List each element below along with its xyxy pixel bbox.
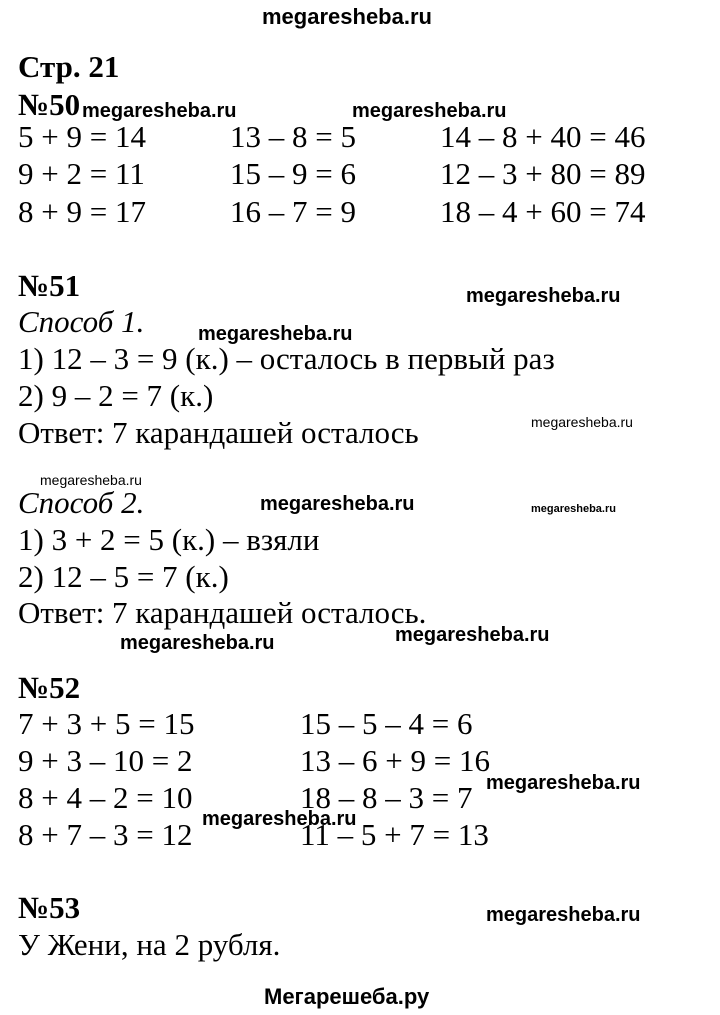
equation: 11 – 5 + 7 = 13 (300, 817, 489, 852)
answer-line: Ответ: 7 карандашей осталось (18, 415, 419, 450)
watermark: megaresheba.ru (40, 472, 142, 488)
solution-line: 2) 9 – 2 = 7 (к.) (18, 378, 214, 413)
exercise-51-title: №51 (18, 268, 81, 303)
equation: 18 – 8 – 3 = 7 (300, 780, 473, 815)
watermark: megaresheba.ru (82, 100, 237, 122)
solution-line: 2) 12 – 5 = 7 (к.) (18, 559, 229, 594)
watermark: megaresheba.ru (202, 808, 357, 830)
equation: 15 – 9 = 6 (230, 156, 356, 191)
equation: 13 – 8 = 5 (230, 119, 356, 154)
equation: 14 – 8 + 40 = 46 (440, 119, 646, 154)
watermark: megaresheba.ru (531, 503, 616, 515)
exercise-52-title: №52 (18, 670, 81, 705)
method-2-label: Способ 2. (18, 485, 145, 520)
method-1-label: Способ 1. (18, 304, 145, 339)
equation: 9 + 3 – 10 = 2 (18, 743, 193, 778)
watermark: megaresheba.ru (352, 100, 507, 122)
watermark: megaresheba.ru (120, 632, 275, 654)
watermark: megaresheba.ru (466, 285, 621, 307)
equation: 13 – 6 + 9 = 16 (300, 743, 490, 778)
watermark: megaresheba.ru (198, 323, 353, 345)
watermark: megaresheba.ru (531, 414, 633, 430)
equation: 15 – 5 – 4 = 6 (300, 706, 473, 741)
equation: 9 + 2 = 11 (18, 156, 145, 191)
equation: 7 + 3 + 5 = 15 (18, 706, 195, 741)
watermark: megaresheba.ru (486, 904, 641, 926)
answer-line: Ответ: 7 карандашей осталось. (18, 595, 427, 630)
equation: 8 + 4 – 2 = 10 (18, 780, 193, 815)
watermark: megaresheba.ru (260, 493, 415, 515)
exercise-53-title: №53 (18, 890, 81, 925)
solution-line: 1) 12 – 3 = 9 (к.) – осталось в первый раз (18, 341, 555, 376)
page-label: Стр. 21 (18, 49, 120, 84)
watermark: megaresheba.ru (395, 624, 550, 646)
exercise-50-title: №50 (18, 87, 81, 122)
solution-line: 1) 3 + 2 = 5 (к.) – взяли (18, 522, 320, 557)
equation: 12 – 3 + 80 = 89 (440, 156, 646, 191)
site-footer: Мегарешеба.ру (264, 984, 430, 1009)
equation: 5 + 9 = 14 (18, 119, 146, 154)
site-header: megaresheba.ru (262, 4, 432, 29)
equation: 8 + 7 – 3 = 12 (18, 817, 193, 852)
answer-line: У Жени, на 2 рубля. (18, 927, 281, 962)
equation: 18 – 4 + 60 = 74 (440, 194, 646, 229)
equation: 8 + 9 = 17 (18, 194, 146, 229)
equation: 16 – 7 = 9 (230, 194, 356, 229)
watermark: megaresheba.ru (486, 772, 641, 794)
